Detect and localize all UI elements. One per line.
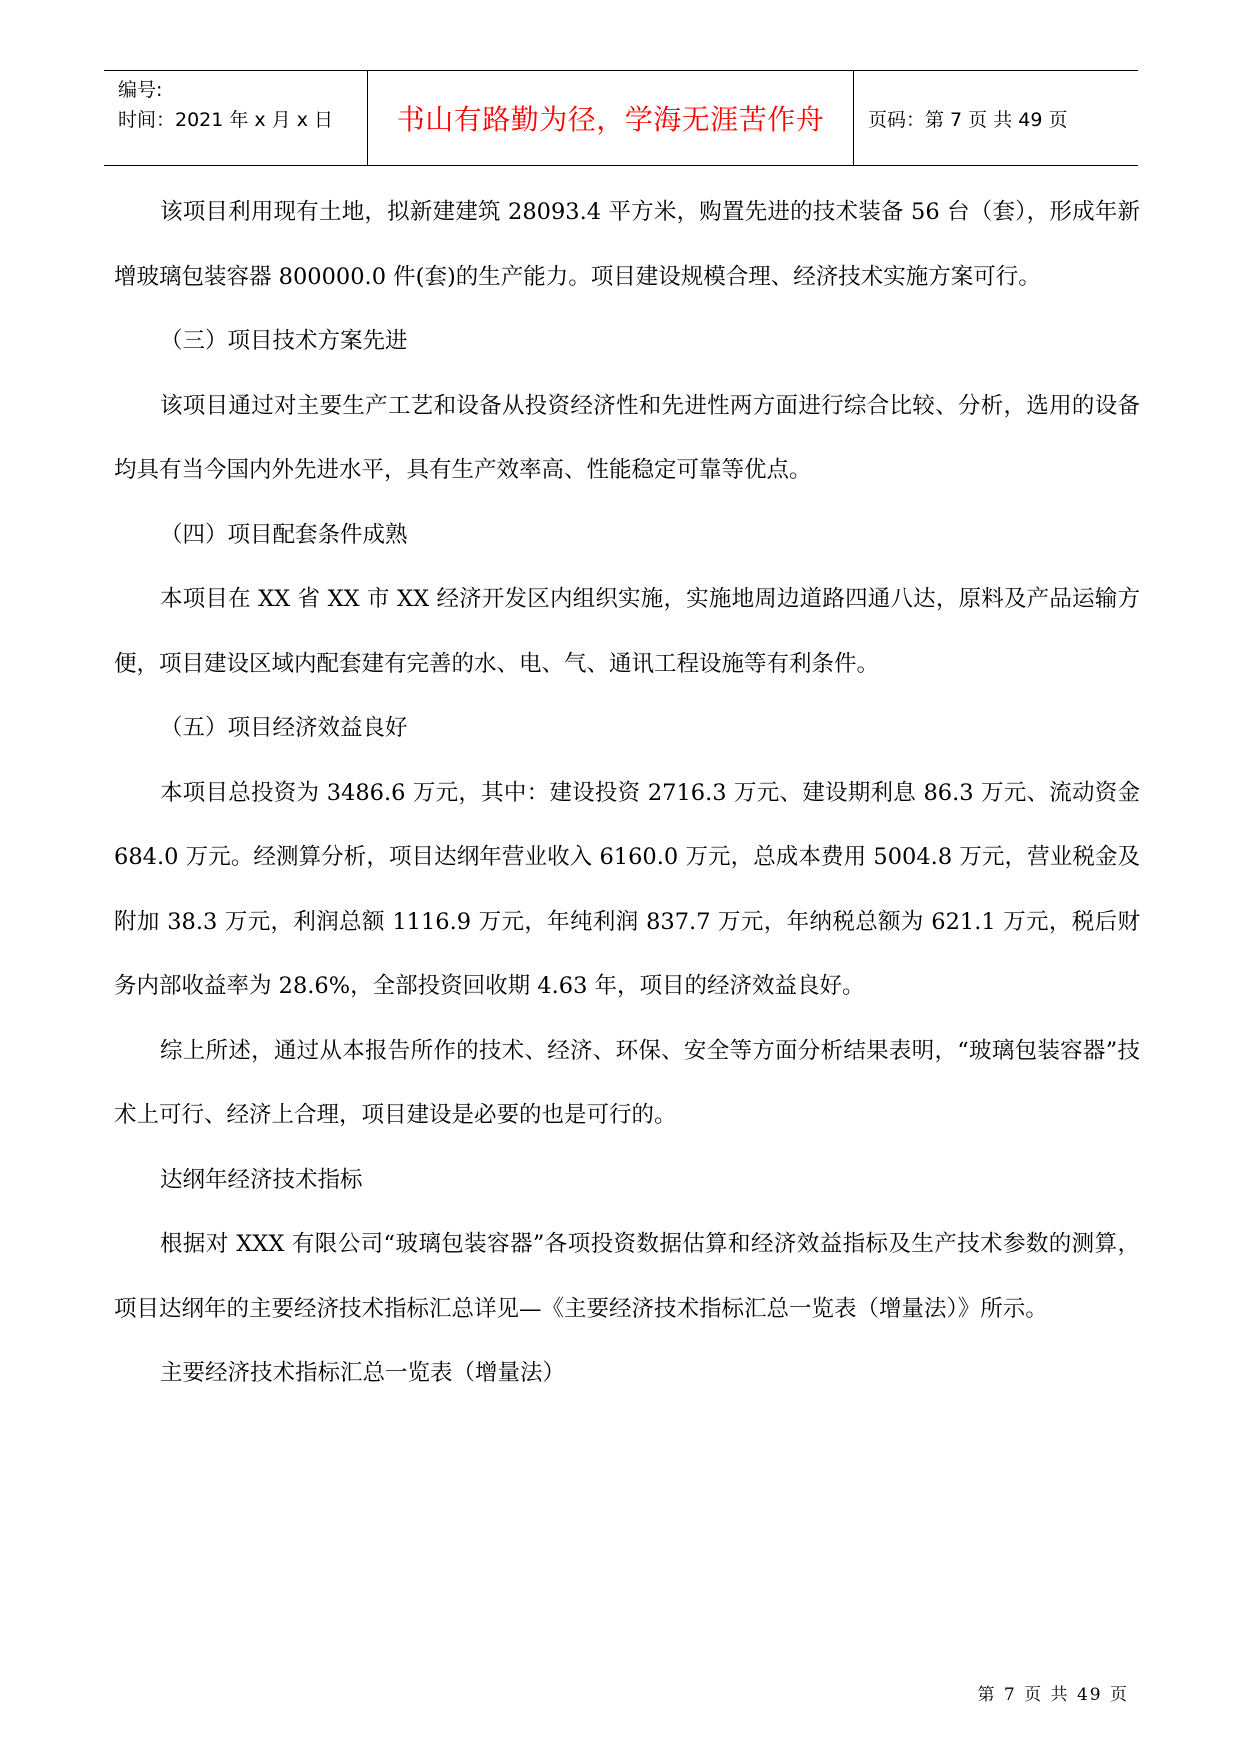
- section-heading: （五）项目经济效益良好: [160, 715, 408, 741]
- table-caption: 主要经济技术指标汇总一览表（增量法）: [160, 1360, 566, 1386]
- header-meta: [104, 71, 368, 165]
- document-number-label: 编号:: [118, 79, 163, 101]
- section-heading: （三）项目技术方案先进: [160, 328, 408, 354]
- page-header: [104, 70, 1138, 166]
- body-paragraph: 根据对 XXX 有限公司“玻璃包装容器”各项投资数据估算和经济效益指标及生产技术参数的测算，项目达纲年的主要经济技术指标汇总详见—《主要经济技术指标汇总一览表（增量法）》所示。: [114, 1231, 1140, 1322]
- body-paragraph: 该项目通过对主要生产工艺和设备从投资经济性和先进性两方面进行综合比较、分析，选用的设备均具有当今国内外先进水平，具有生产效率高、性能稳定可靠等优点。: [114, 392, 1140, 483]
- body-paragraph: 本项目总投资为 3486.6 万元，其中：建设投资 2716.3 万元、建设期利息 86.3 万元、流动资金 684.0 万元。经测算分析，项目达纲年营业收入 6160.0 万元，总成本费用 5004.8 万元，营业税金及附加 38.3 万元，利润总额 1116.9 万元，年纯利润 837.7 万元，年纳税总额为 621.1 万元，税后财务内部收益率为 28.6%，全部投资回收期 4.63 年，项目的经济效益良好。: [114, 779, 1140, 999]
- body-paragraph: 该项目利用现有土地，拟新建建筑 28093.4 平方米，购置先进的技术装备 56 台（套），形成年新增玻璃包装容器 800000.0 件(套)的生产能力。项目建设规模合理、经济技术实施方案可行。: [114, 199, 1140, 290]
- body-paragraph: 综上所述，通过从本报告所作的技术、经济、环保、安全等方面分析结果表明，“玻璃包装容器”技术上可行、经济上合理，项目建设是必要的也是可行的。: [114, 1037, 1140, 1128]
- section-heading: （四）项目配套条件成熟: [160, 521, 408, 548]
- header-motto: 书山有路勤为径，学海无涯苦作舟: [368, 71, 854, 165]
- body-paragraph: 本项目在 XX 省 XX 市 XX 经济开发区内组织实施，实施地周边道路四通八达，原料及产品运输方便，项目建设区域内配套建有完善的水、电、气、通讯工程设施等有利条件。: [114, 586, 1140, 677]
- document-time-label: 时间：2021 年 x 月 x 日: [118, 109, 334, 131]
- document-body: [114, 180, 1140, 1406]
- page-footer-number: 第 7 页 共 49 页: [977, 1685, 1129, 1705]
- section-heading: 达纲年经济技术指标: [160, 1166, 363, 1193]
- header-page-number: 页码：第 7 页 共 49 页: [868, 108, 1068, 131]
